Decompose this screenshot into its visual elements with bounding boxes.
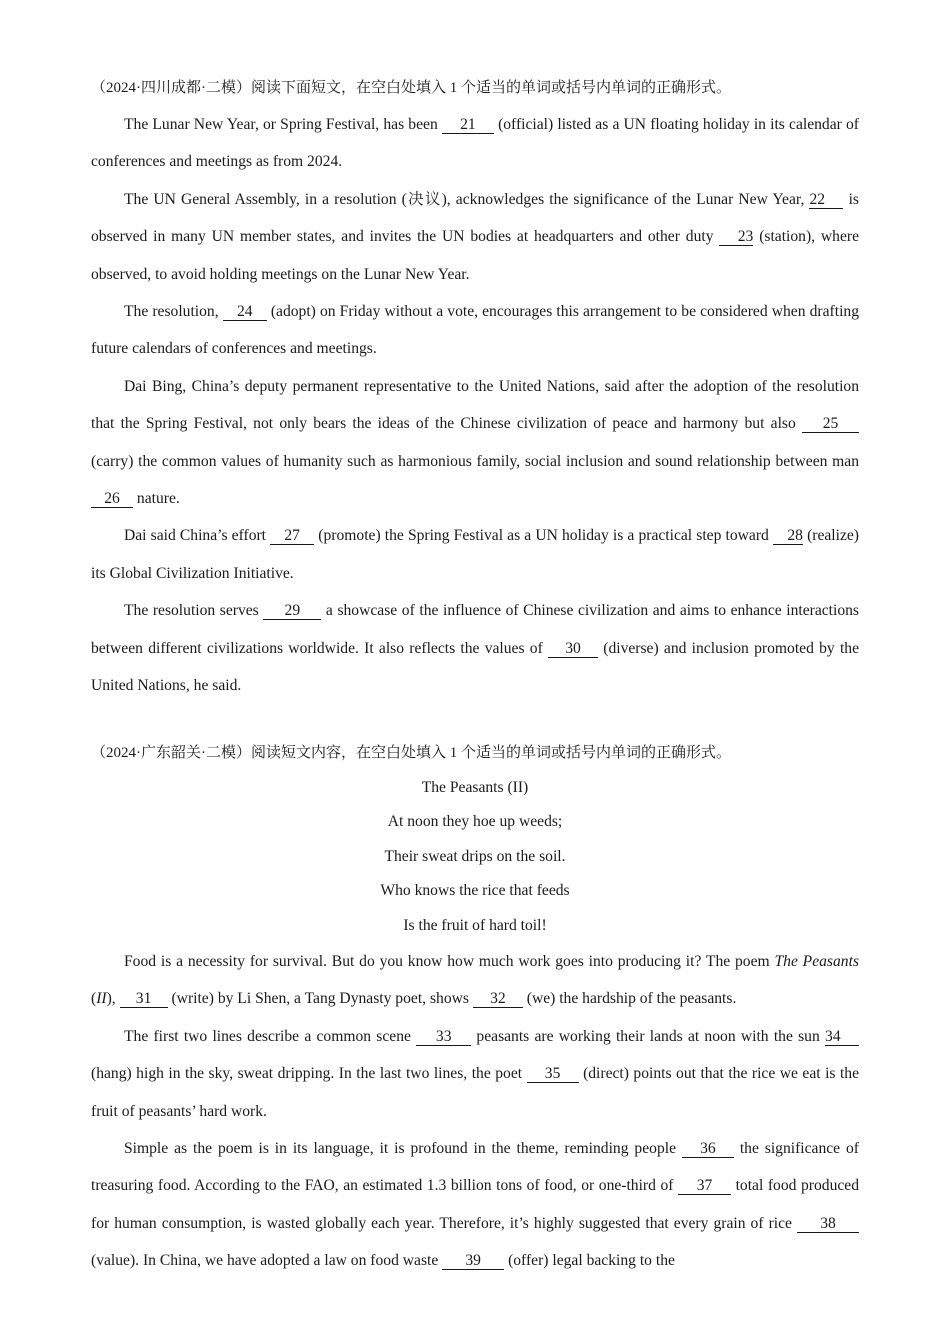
text: (offer) legal backing to the: [504, 1252, 675, 1270]
blank-37[interactable]: 37: [678, 1177, 731, 1195]
text: Dai Bing, China’s deputy permanent representative to the United Nations, said after the adoption of the resolution that the Spring Festival, not only bears the ideas of the Chinese civilization of peace and harmony but also: [91, 377, 859, 433]
poem-title-italic: The Peasants: [774, 953, 859, 970]
text: The first two lines describe a common scene: [124, 1027, 417, 1045]
poem-line-4: Is the fruit of hard toil!: [403, 916, 547, 934]
text: (promote) the Spring Festival as a UN holiday is a practical step toward: [314, 527, 773, 545]
blank-30[interactable]: 30: [548, 640, 598, 658]
text: (: [91, 990, 97, 1008]
section2-paragraph-1: [91, 943, 859, 1018]
text: total food produced for human consumption, is wasted globally each year. Therefore, it’s highly suggested that every grain of rice: [91, 1177, 860, 1232]
section1-paragraph-5: [91, 517, 859, 592]
text: (official) listed as a UN floating holiday in its calendar of conferences and meetings as from 2024.: [91, 116, 859, 171]
text: (hang) high in the sky, sweat dripping. In the last two lines, the poet: [91, 1065, 527, 1083]
section-gap: [91, 705, 859, 735]
text: The resolution,: [124, 303, 223, 321]
poem-line-1: At noon they hoe up weeds;: [387, 813, 563, 830]
poem-title: The Peasants (II): [421, 778, 529, 796]
blank-32[interactable]: 32: [473, 990, 523, 1008]
text: Dai said China’s effort: [124, 527, 271, 545]
section2-paragraph-3: [91, 1130, 859, 1280]
text: The UN General Assembly, in a resolution (决议), acknowledges the significance of the Lunar New Year,: [124, 190, 810, 208]
text: (carry) the common values of humanity such as harmonious family, social inclusion and sound relationship between man: [91, 452, 859, 470]
section2-paragraph-2: [91, 1018, 859, 1130]
blank-36[interactable]: 36: [682, 1140, 734, 1158]
text: (we) the hardship of the peasants.: [522, 990, 737, 1008]
blank-25[interactable]: 25: [802, 415, 859, 433]
section1-paragraph-6: [91, 592, 859, 704]
blank-39[interactable]: 39: [442, 1252, 504, 1270]
text: (diverse) and inclusion promoted by the United Nations, he said.: [91, 639, 859, 695]
text: (adopt) on Friday without a vote, encourages this arrangement to be considered when drafting future calendars of conferences and meetings.: [91, 303, 859, 358]
poem-line-2: Their sweat drips on the soil.: [384, 847, 566, 865]
text: nature.: [133, 490, 180, 508]
text: (value). In China, we have adopted a law on food waste: [91, 1252, 443, 1270]
text: The Lunar New Year, or Spring Festival, has been: [124, 116, 442, 133]
blank-34[interactable]: 34: [825, 1028, 859, 1046]
blank-35[interactable]: 35: [527, 1065, 579, 1083]
text: Simple as the poem is in its language, it is profound in the theme, reminding people: [124, 1140, 682, 1158]
text: the significance of treasuring food. According to the FAO, an estimated 1.3 billion tons of food, or one-third of: [91, 1140, 860, 1195]
blank-24[interactable]: 24: [223, 303, 267, 321]
text: Food is a necessity for survival. But do you know how much work goes into producing it? The poem: [124, 953, 775, 970]
section2-instructions: （2024·广东韶关·二模）阅读短文内容，在空白处填入 1 个适当的单词或括号内单词的正确形式。: [91, 744, 731, 761]
blank-38[interactable]: 38: [797, 1215, 859, 1233]
blank-33[interactable]: 33: [416, 1028, 471, 1046]
blank-22[interactable]: 22: [809, 191, 843, 209]
text: (direct) points out that the rice we eat is the fruit of peasants’ hard work.: [91, 1065, 860, 1120]
blank-28[interactable]: 28: [773, 527, 803, 545]
document-page: [91, 70, 859, 1280]
blank-21[interactable]: 21: [442, 116, 494, 134]
blank-31[interactable]: 31: [120, 990, 168, 1008]
text: The resolution serves: [124, 602, 264, 620]
section1-paragraph-3: [91, 293, 859, 368]
text: is observed in many UN member states, and invites the UN bodies at headquarters and other duty: [91, 190, 859, 246]
text: (write) by Li Shen, a Tang Dynasty poet, shows: [167, 990, 473, 1008]
text: peasants are working their lands at noon with the sun: [471, 1027, 826, 1045]
section1-paragraph-2: [91, 181, 859, 293]
blank-23[interactable]: 23: [719, 228, 753, 246]
text: (realize) its Global Civilization Initiative.: [91, 527, 859, 582]
text: (station), where observed, to avoid holding meetings on the Lunar New Year.: [91, 228, 859, 283]
text: a showcase of the influence of Chinese civilization and aims to enhance interactions between different civilizations worldwide. It also reflects the values of: [91, 602, 859, 657]
blank-27[interactable]: 27: [270, 527, 314, 545]
text: ),: [106, 990, 120, 1008]
section1-paragraph-4: [91, 368, 859, 518]
section1-instructions: （2024·四川成都·二模）阅读下面短文，在空白处填入 1 个适当的单词或括号内单词的正确形式。: [91, 80, 731, 96]
blank-26[interactable]: 26: [91, 490, 133, 508]
poem-line-3: Who knows the rice that feeds: [380, 882, 570, 899]
poem-number-italic: II: [96, 990, 107, 1008]
section1-paragraph-1: [91, 106, 859, 181]
blank-29[interactable]: 29: [263, 602, 321, 620]
